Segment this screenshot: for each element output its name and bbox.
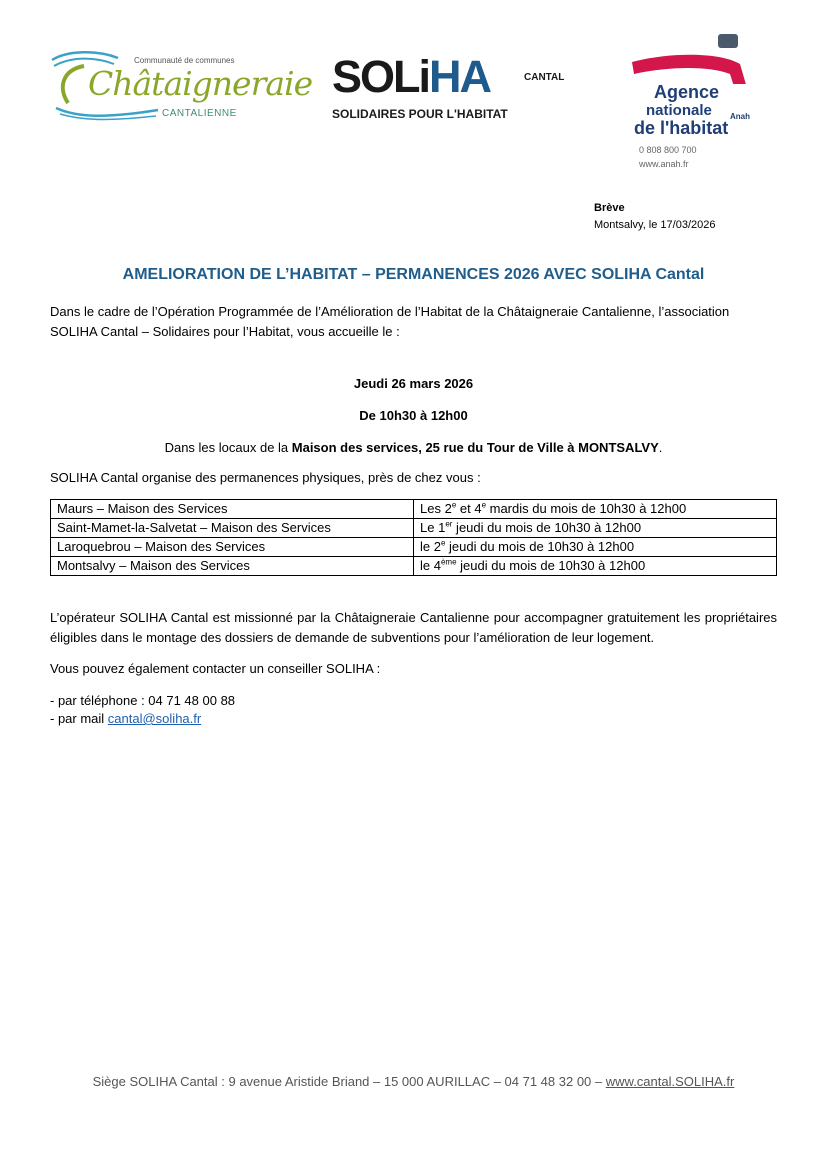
- soliha-wordmark-left: SOLi: [332, 51, 430, 102]
- table-cell-place: Laroquebrou – Maison des Services: [51, 538, 414, 557]
- contact-intro: Vous pouvez également contacter un conseiller SOLIHA :: [50, 661, 381, 676]
- event-time: De 10h30 à 12h00: [359, 408, 468, 423]
- table-cell-schedule: [414, 500, 777, 519]
- contact-mail-link[interactable]: cantal@soliha.fr: [107, 711, 202, 726]
- organise-paragraph: SOLIHA Cantal organise des permanences physiques, près de chez vous :: [50, 470, 481, 485]
- anah-logo: [630, 34, 760, 174]
- anah-web: www.anah.fr: [639, 159, 689, 169]
- table-row: [51, 557, 777, 576]
- contact-mail-line: [50, 709, 777, 729]
- footer: [0, 1074, 827, 1089]
- anah-phone: 0 808 800 700: [639, 145, 697, 155]
- table-row: [51, 538, 777, 557]
- schedule-pre: Les 2: [420, 501, 452, 516]
- document-date: Montsalvy, le 17/03/2026: [594, 219, 716, 231]
- footer-website-link[interactable]: www.cantal.SOLIHA.fr: [605, 1074, 735, 1089]
- soliha-wordmark: [332, 51, 491, 102]
- soliha-tagline: SOLIDAIRES POUR L'HABITAT: [332, 107, 508, 121]
- event-date: Jeudi 26 mars 2026: [353, 376, 474, 391]
- chataigneraie-main-text: Châtaigneraie: [88, 64, 313, 103]
- anah-line2: nationale: [646, 102, 712, 119]
- table-cell-schedule: [414, 557, 777, 576]
- schedule-post: jeudi du mois de 10h30 à 12h00: [452, 520, 642, 535]
- chataigneraie-logo: [48, 48, 313, 123]
- schedule-pre: Le 1: [420, 520, 446, 535]
- page-title: AMELIORATION DE L’HABITAT – PERMANENCES 2026 AVEC SOLIHA Cantal: [122, 266, 705, 283]
- footer-text: Siège SOLIHA Cantal : 9 avenue Aristide Briand – 15 000 AURILLAC – 04 71 48 32 00 –: [92, 1074, 606, 1089]
- anah-abbr: Anah: [730, 112, 750, 121]
- contact-mail-prefix: - par mail: [50, 711, 108, 726]
- permanences-table: [50, 499, 777, 576]
- chataigneraie-sub-text: CANTALIENNE: [162, 108, 237, 119]
- schedule-post: jeudi du mois de 10h30 à 12h00: [445, 539, 635, 554]
- schedule-mid: et 4: [456, 501, 482, 516]
- soliha-wordmark-right: HA: [429, 51, 491, 102]
- event-place: [0, 440, 827, 455]
- schedule-pre: le 2: [420, 539, 441, 554]
- event-place-suffix: .: [658, 440, 663, 455]
- schedule-post: jeudi du mois de 10h30 à 12h00: [456, 558, 646, 573]
- operator-paragraph: L’opérateur SOLIHA Cantal est missionné par la Châtaigneraie Cantalienne pour accompagner gratuitement les propriétaires éligibles dans le montage des dossiers de demande de subventions pour l’amélioration de leur logement.: [50, 610, 777, 645]
- soliha-cantal-label: CANTAL: [524, 72, 565, 83]
- table-cell-schedule: [414, 538, 777, 557]
- schedule-sup: er: [445, 519, 453, 529]
- event-place-prefix: Dans les locaux de la: [164, 440, 292, 455]
- schedule-sup: ème: [440, 557, 457, 567]
- schedule-sup: e: [451, 500, 457, 510]
- soliha-logo: [332, 51, 572, 132]
- schedule-pre: le 4: [420, 558, 441, 573]
- breve-label: Brève: [594, 202, 625, 214]
- schedule-post: mardis du mois de 10h30 à 12h00: [486, 501, 687, 516]
- schedule-sup2: e: [481, 500, 487, 510]
- table-cell-place: Saint-Mamet-la-Salvetat – Maison des Services: [51, 519, 414, 538]
- intro-paragraph: Dans le cadre de l’Opération Programmée de l’Amélioration de l’Habitat de la Châtaigneraie Cantalienne, l’association SOLIHA Cantal – Solidaires pour l’Habitat, vous accueille le :: [50, 304, 730, 339]
- anah-line3: de l'habitat: [634, 118, 729, 138]
- schedule-sup: e: [440, 538, 446, 548]
- chataigneraie-small-text: Communauté de communes: [134, 56, 235, 65]
- anah-roof-icon: [630, 34, 760, 84]
- table-row: [51, 500, 777, 519]
- event-place-bold: Maison des services, 25 rue du Tour de Ville à MONTSALVY: [291, 440, 659, 455]
- table-row: [51, 519, 777, 538]
- contact-phone: - par téléphone : 04 71 48 00 88: [50, 693, 236, 708]
- table-cell-place: Maurs – Maison des Services: [51, 500, 414, 519]
- anah-line1: Agence: [654, 82, 720, 102]
- table-cell-schedule: [414, 519, 777, 538]
- table-cell-place: Montsalvy – Maison des Services: [51, 557, 414, 576]
